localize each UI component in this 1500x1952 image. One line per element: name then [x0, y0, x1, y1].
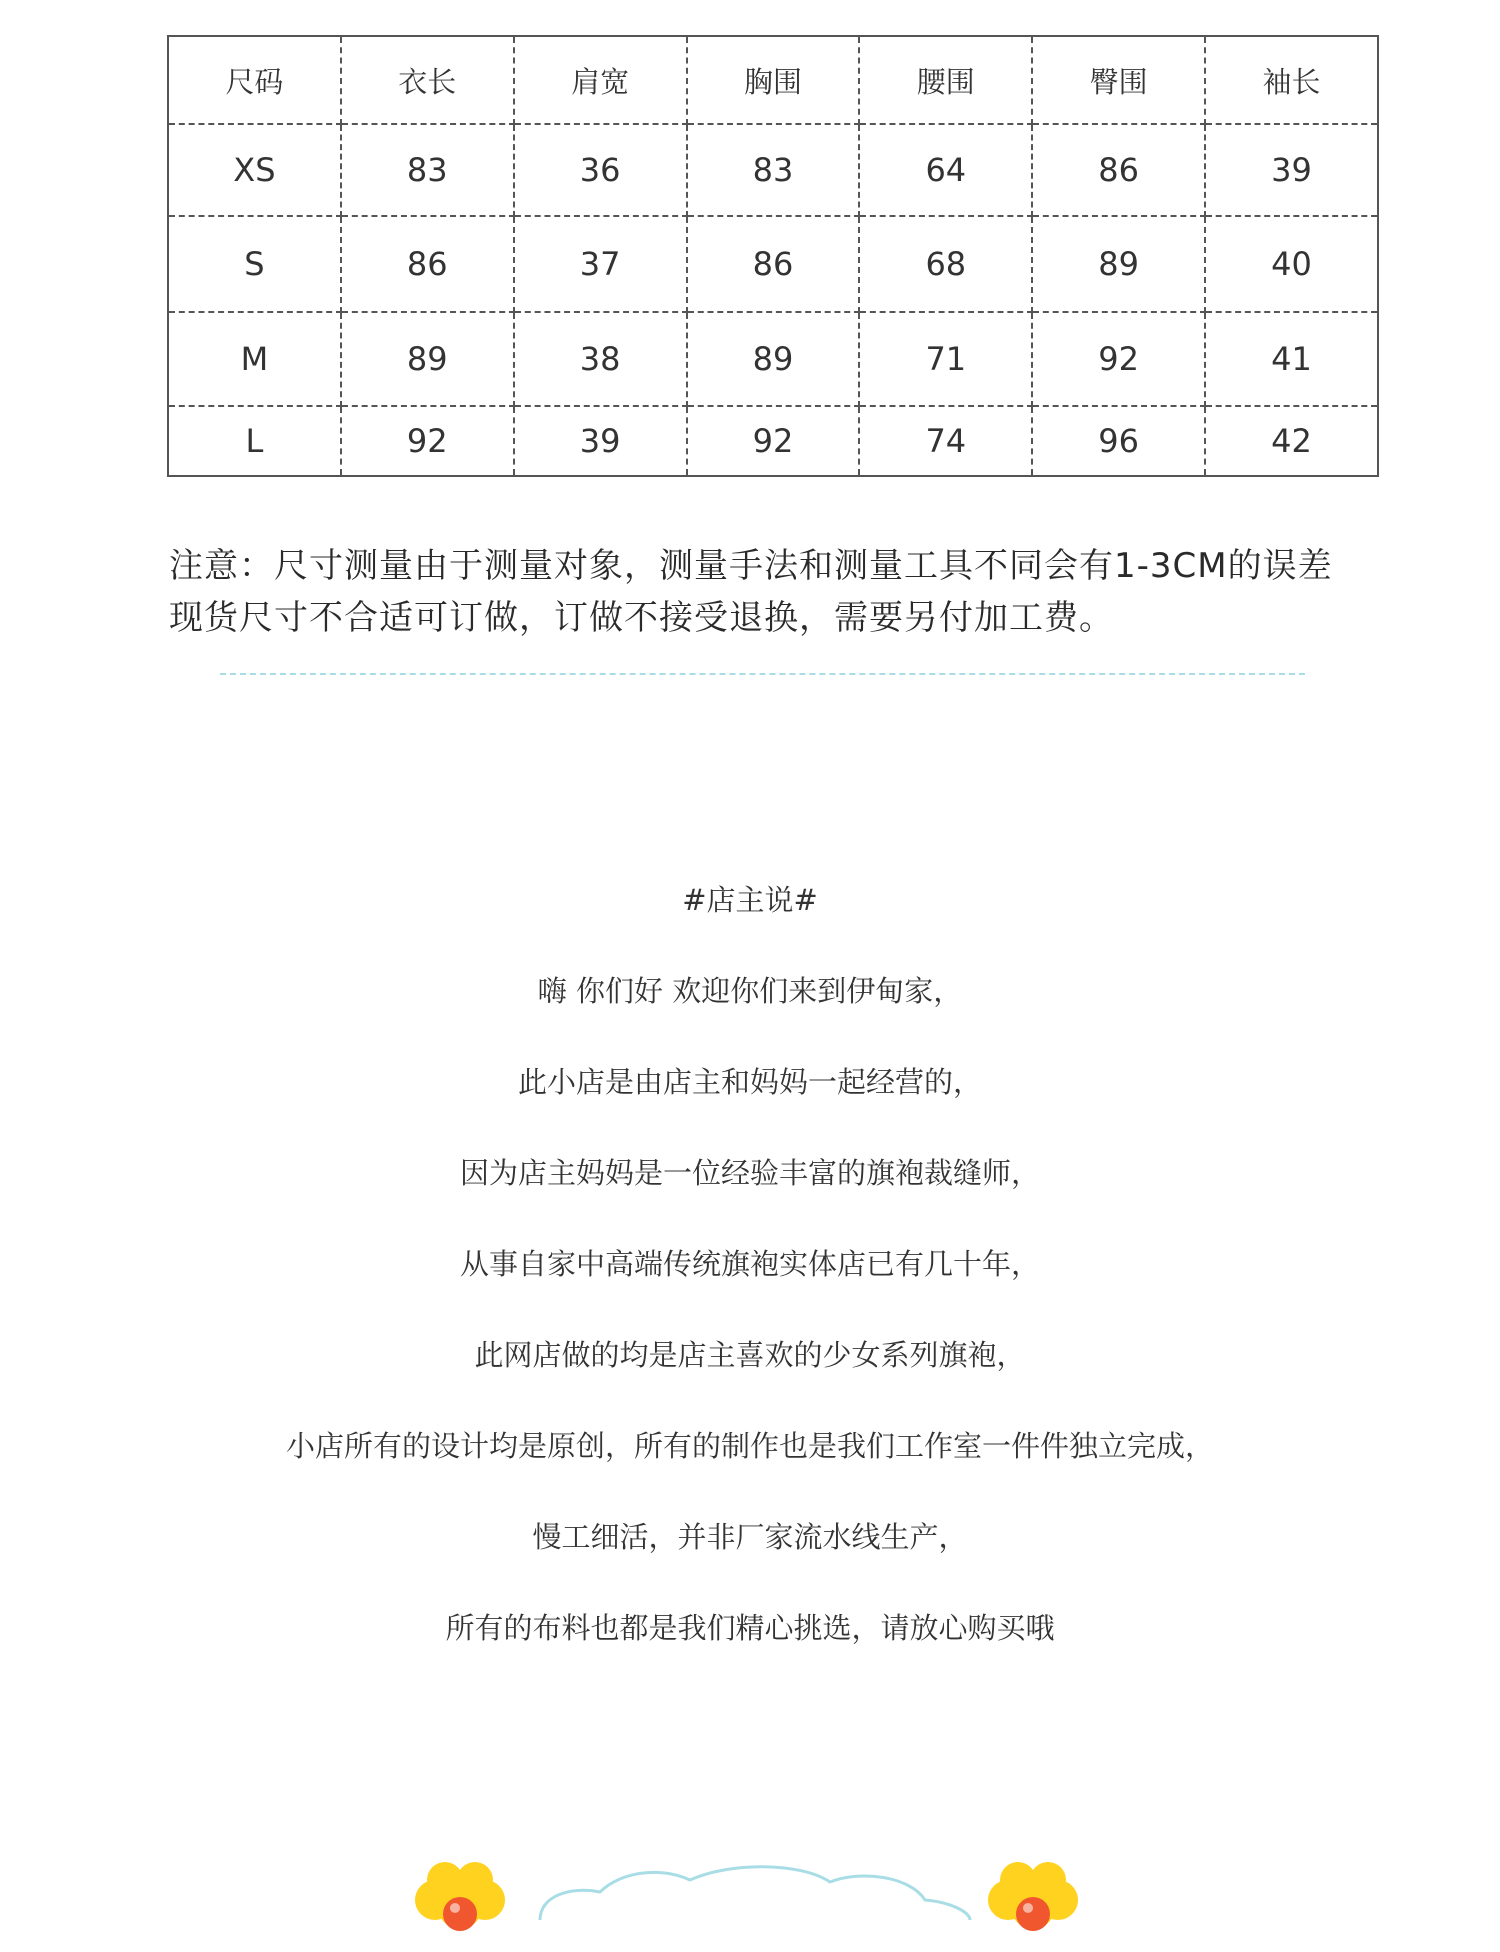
table-row — [168, 124, 1378, 216]
table-cell: 86 — [341, 216, 514, 312]
size-chart-table — [167, 35, 1379, 477]
header-size: 尺码 — [168, 36, 341, 124]
table-cell: 41 — [1205, 312, 1378, 406]
story-line: 此网店做的均是店主喜欢的少女系列旗袍， — [474, 1338, 1026, 1372]
story-line: 小店所有的设计均是原创，所有的制作也是我们工作室一件件独立完成， — [285, 1429, 1214, 1463]
flower-center — [1016, 1897, 1050, 1931]
story-line: 因为店主妈妈是一位经验丰富的旗袍裁缝师， — [459, 1156, 1040, 1190]
table-cell: 89 — [341, 312, 514, 406]
table-cell: 92 — [341, 406, 514, 476]
table-cell: 68 — [859, 216, 1032, 312]
story-line: 慢工细活，并非厂家流水线生产， — [532, 1520, 968, 1554]
table-cell: M — [168, 312, 341, 406]
flower-petal — [1030, 1862, 1066, 1898]
flower-icon — [978, 1862, 1088, 1952]
story-heading: #店主说# — [682, 883, 818, 917]
table-row — [168, 406, 1378, 476]
table-cell: S — [168, 216, 341, 312]
table-cell: 86 — [1032, 124, 1205, 216]
cloud-outline — [540, 1867, 970, 1920]
table-cell: 92 — [687, 406, 860, 476]
measurement-note — [169, 540, 1469, 644]
flower-highlight — [1023, 1903, 1033, 1913]
size-chart-header-row — [168, 36, 1378, 124]
table-cell: 71 — [859, 312, 1032, 406]
flower-highlight — [450, 1903, 460, 1913]
flower-petal — [457, 1862, 493, 1898]
table-cell: 40 — [1205, 216, 1378, 312]
story-line: 从事自家中高端传统旗袍实体店已有几十年， — [459, 1247, 1040, 1281]
story-line: 所有的布料也都是我们精心挑选，请放心购买哦 — [445, 1611, 1055, 1645]
table-cell: 39 — [1205, 124, 1378, 216]
header-bust: 胸围 — [687, 36, 860, 124]
table-cell: 83 — [341, 124, 514, 216]
story-line: 嗨 你们好 欢迎你们来到伊甸家， — [537, 974, 963, 1008]
table-cell: 36 — [514, 124, 687, 216]
section-divider — [220, 673, 1305, 675]
header-length: 衣长 — [341, 36, 514, 124]
header-hip: 臀围 — [1032, 36, 1205, 124]
table-cell: 89 — [1032, 216, 1205, 312]
header-sleeve: 袖长 — [1205, 36, 1378, 124]
note-line-1: 注意：尺寸测量由于测量对象，测量手法和测量工具不同会有1-3CM的误差 — [169, 546, 1333, 586]
table-row — [168, 312, 1378, 406]
header-shoulder: 肩宽 — [514, 36, 687, 124]
table-cell: 83 — [687, 124, 860, 216]
table-cell: XS — [168, 124, 341, 216]
table-cell: 39 — [514, 406, 687, 476]
table-cell: 64 — [859, 124, 1032, 216]
flower-icon — [405, 1862, 515, 1952]
table-cell: 89 — [687, 312, 860, 406]
story-line: 此小店是由店主和妈妈一起经营的， — [517, 1065, 982, 1099]
table-row — [168, 216, 1378, 312]
table-cell: 92 — [1032, 312, 1205, 406]
header-waist: 腰围 — [859, 36, 1032, 124]
table-cell: 38 — [514, 312, 687, 406]
note-line-2: 现货尺寸不合适可订做，订做不接受退换，需要另付加工费。 — [169, 598, 1114, 638]
table-cell: 96 — [1032, 406, 1205, 476]
cloud-icon — [530, 1862, 980, 1920]
table-cell: 74 — [859, 406, 1032, 476]
table-cell: L — [168, 406, 341, 476]
flower-center — [443, 1897, 477, 1931]
table-cell: 37 — [514, 216, 687, 312]
table-cell: 42 — [1205, 406, 1378, 476]
table-cell: 86 — [687, 216, 860, 312]
shop-owner-story — [0, 880, 1500, 1648]
